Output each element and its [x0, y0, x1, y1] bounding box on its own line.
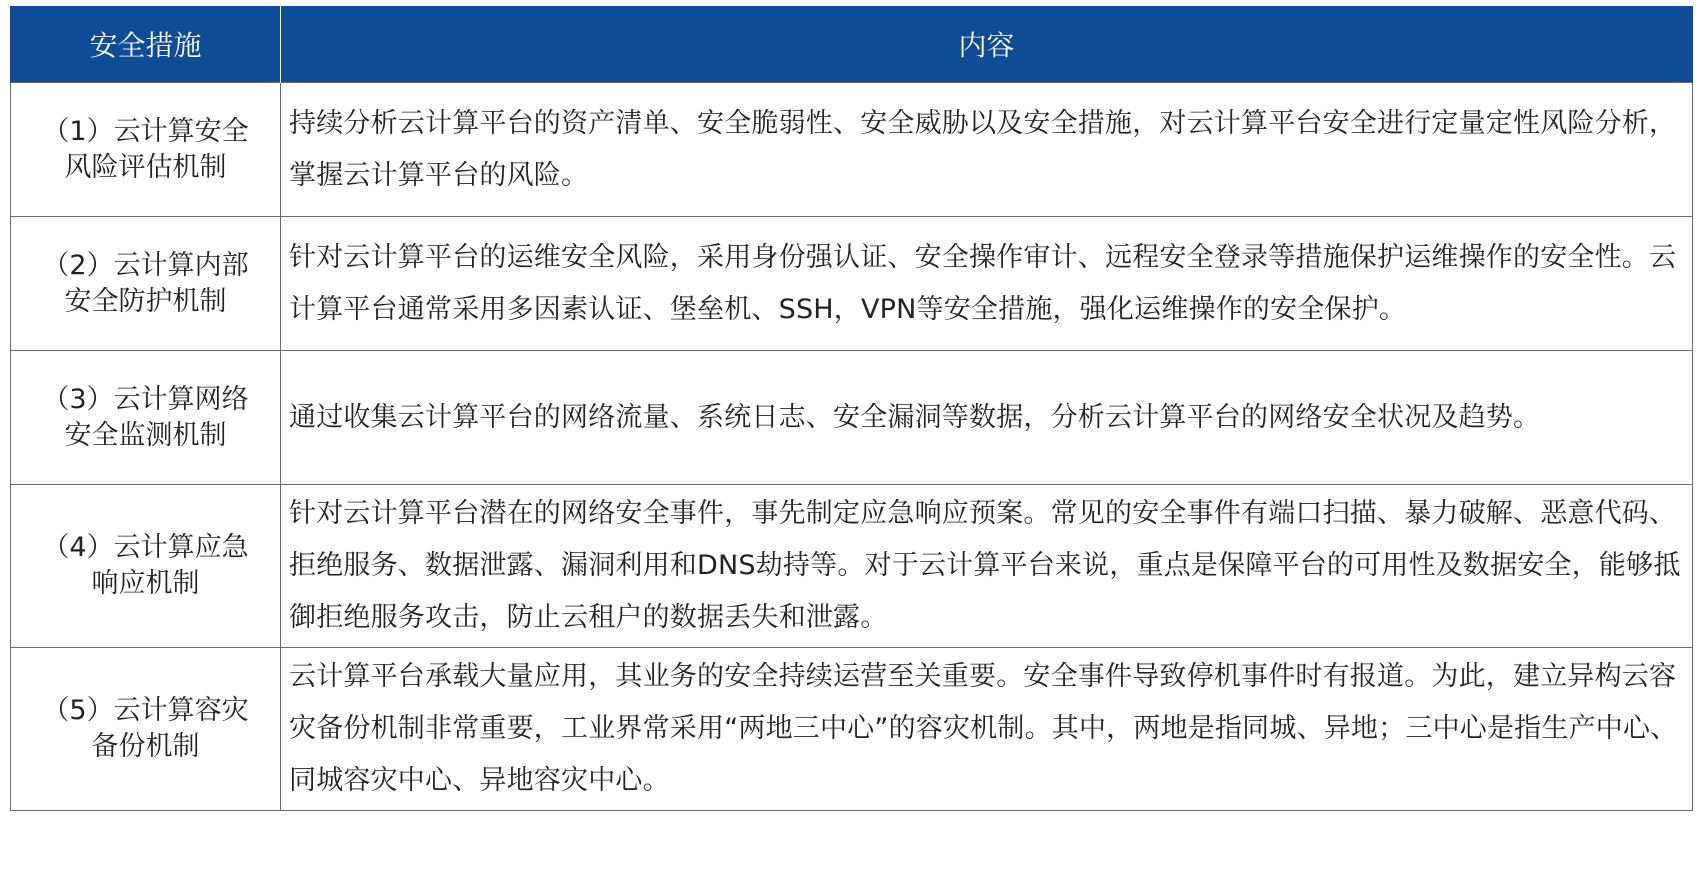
measure-line: （2）云计算内部	[42, 249, 249, 281]
measure-line: 安全防护机制	[64, 285, 227, 317]
measure-cell	[11, 648, 281, 811]
measure-line: （5）云计算容灾	[42, 695, 249, 726]
security-measures-table-container	[10, 6, 1692, 811]
measure-cell	[11, 83, 281, 217]
header-measure: 安全措施	[11, 6, 281, 83]
header-row	[11, 6, 1693, 83]
table-row	[11, 351, 1693, 485]
table-row	[11, 485, 1693, 648]
table-body	[11, 83, 1693, 811]
measure-cell	[11, 485, 281, 648]
header-content: 内容	[281, 6, 1693, 83]
table-row	[11, 217, 1693, 351]
content-cell: 针对云计算平台的运维安全风险，采用身份强认证、安全操作审计、远程安全登录等措施保护运维操作的安全性。云计算平台通常采用多因素认证、堡垒机、SSH，VPN等安全措施，强化运维操作的安全保护。	[281, 217, 1693, 351]
measure-line: （4）云计算应急	[42, 532, 249, 563]
measure-line: （3）云计算网络	[42, 383, 249, 415]
measure-line: 响应机制	[91, 568, 200, 599]
content-cell: 云计算平台承载大量应用，其业务的安全持续运营至关重要。安全事件导致停机事件时有报道。为此，建立异构云容灾备份机制非常重要，工业界常采用“两地三中心”的容灾机制。其中，两地是指同城、异地；三中心是指生产中心、同城容灾中心、异地容灾中心。	[281, 648, 1693, 811]
table-row	[11, 83, 1693, 217]
measure-line: 备份机制	[91, 731, 200, 762]
table-header	[11, 6, 1693, 83]
content-cell: 针对云计算平台潜在的网络安全事件，事先制定应急响应预案。常见的安全事件有端口扫描、暴力破解、恶意代码、拒绝服务、数据泄露、漏洞利用和DNS劫持等。对于云计算平台来说，重点是保障平台的可用性及数据安全，能够抵御拒绝服务攻击，防止云租户的数据丢失和泄露。	[281, 485, 1693, 648]
content-cell: 通过收集云计算平台的网络流量、系统日志、安全漏洞等数据，分析云计算平台的网络安全状况及趋势。	[281, 351, 1693, 485]
measure-line: 安全监测机制	[64, 419, 227, 451]
measure-line: （1）云计算安全	[42, 115, 249, 147]
content-cell: 持续分析云计算平台的资产清单、安全脆弱性、安全威胁以及安全措施，对云计算平台安全进行定量定性风险分析，掌握云计算平台的风险。	[281, 83, 1693, 217]
measure-line: 风险评估机制	[64, 151, 227, 183]
security-measures-table	[10, 6, 1693, 811]
measure-cell	[11, 351, 281, 485]
table-row	[11, 648, 1693, 811]
measure-cell	[11, 217, 281, 351]
